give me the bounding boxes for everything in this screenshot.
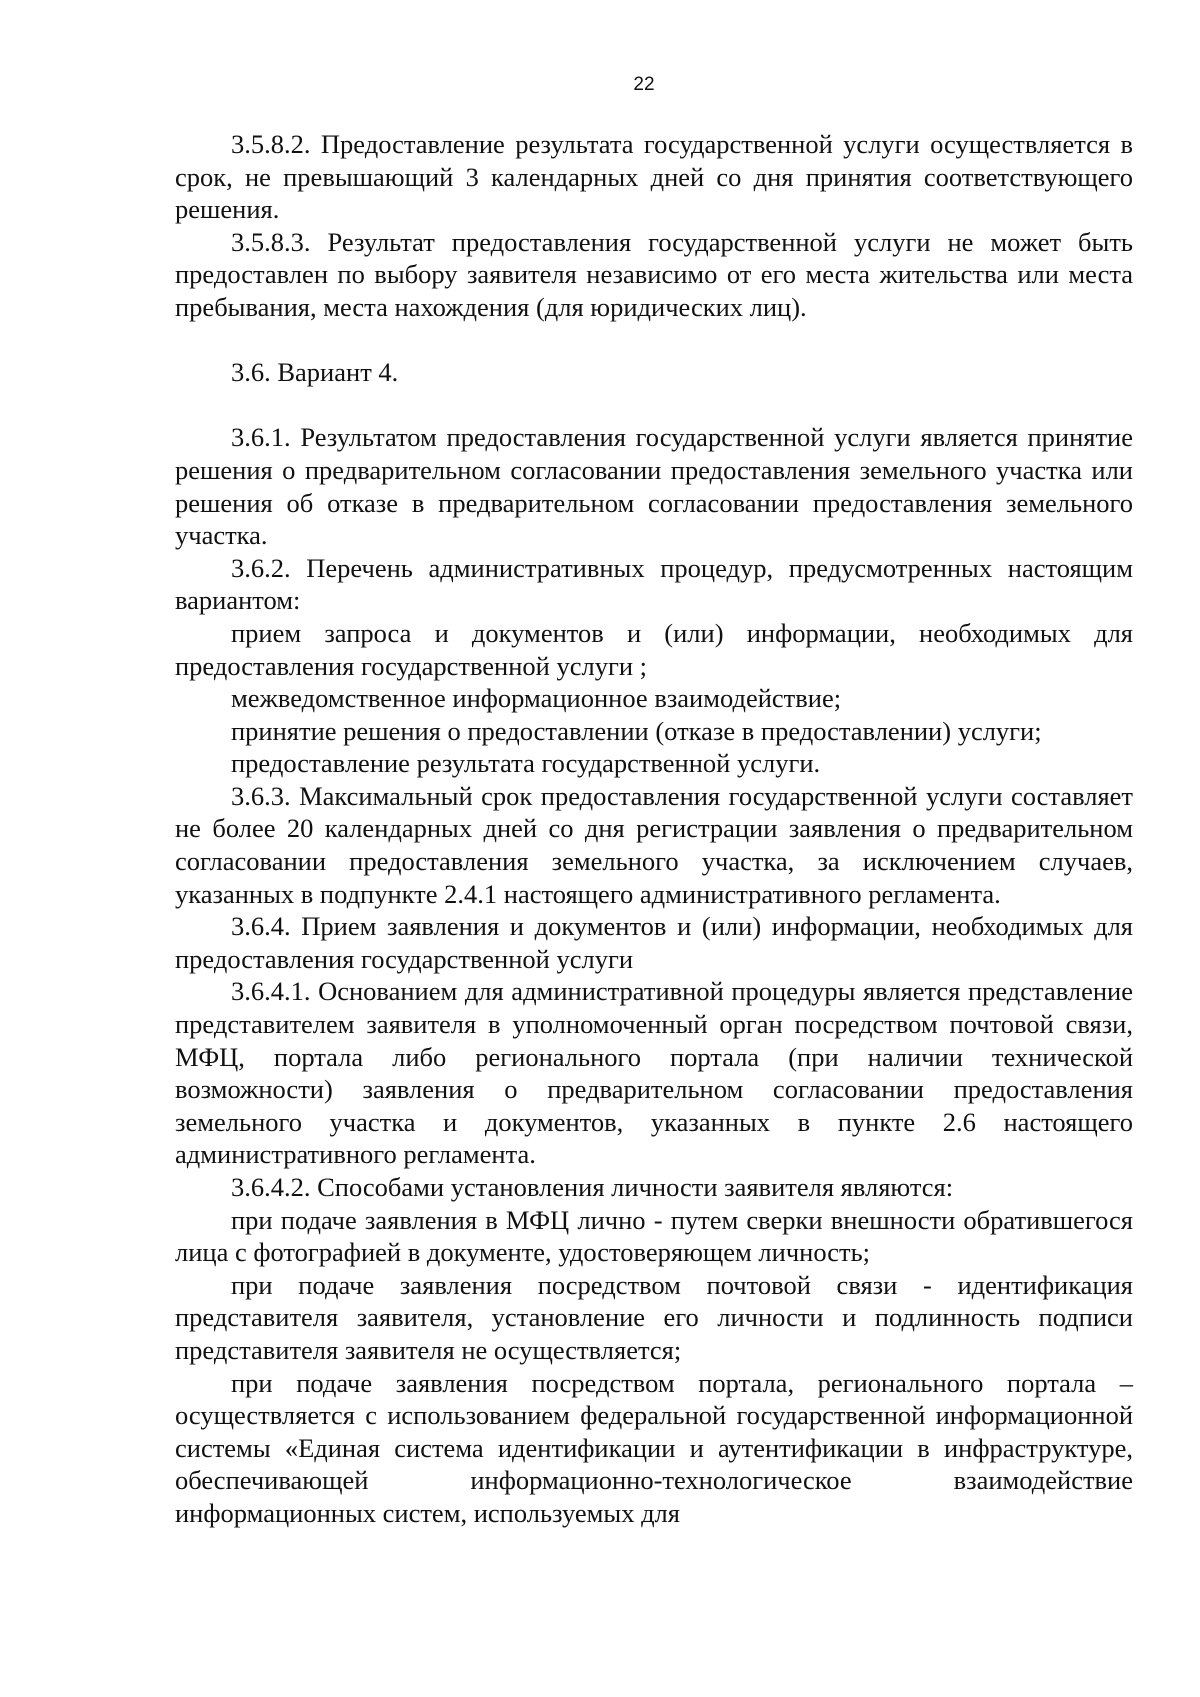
list-item-procedure-4: предоставление результата государственной услуги. (231, 748, 821, 779)
identification-method-portal: при подаче заявления посредством портала, регионального портала – осуществляется с использованием федеральной государственной информационной системы «Единая система идентификации и аутентификации в инфраструктуре, обеспечивающей информационно-технологическое взаимодействие информационных систем, используемых для (175, 1367, 1133, 1528)
paragraph-3-5-8-2: 3.5.8.2. Предоставление результата государственной услуги осуществляется в срок, не превышающий 3 календарных дней со дня принятия соответствующего решения. (175, 129, 1133, 225)
identification-method-mfc: при подаче заявления в МФЦ лично - путем сверки внешности обратившегося лица с фотографией в документе, удостоверяющем личность; (175, 1204, 1133, 1268)
page-number: 22 (633, 74, 655, 95)
paragraph-3-6-4-1: 3.6.4.1. Основанием для административной процедуры является представление представителем заявителя в уполномоченный орган посредством почтовой связи, МФЦ, портала либо регионального портала (при наличии технической возможности) заявления о предварительном согласовании предоставления земельного участка и документов, указанных в пункте 2.6 настоящего административного регламента. (175, 976, 1133, 1170)
paragraph-3-6-4-2: 3.6.4.2. Способами установления личности заявителя являются: (231, 1172, 954, 1202)
list-item-procedure-1: прием запроса и документов и (или) информации, необходимых для предоставления государственной услуги ; (175, 617, 1133, 681)
document-body (175, 128, 1133, 1530)
paragraph-3-6-1: 3.6.1. Результатом предоставления государственной услуги является принятие решения о предварительном согласовании предоставления земельного участка или решения об отказе в предварительном согласовании предоставления земельного участка. (175, 422, 1133, 551)
paragraph-3-6-3: 3.6.3. Максимальный срок предоставления государственной услуги составляет не более 20 календарных дней со дня регистрации заявления о предварительном согласовании предоставления земельного участка, за исключением случаев, указанных в подпункте 2.4.1 настоящего административного регламента. (175, 780, 1133, 909)
identification-method-post: при подаче заявления посредством почтовой связи - идентификация представителя заявителя, установление его личности и подлинность подписи представителя заявителя не осуществляется; (175, 1269, 1133, 1365)
list-item-procedure-3: принятие решения о предоставлении (отказе в предоставлении) услуги; (231, 715, 1042, 746)
paragraph-3-6-4: 3.6.4. Прием заявления и документов и (или) информации, необходимых для предоставления государственной услуги (175, 911, 1133, 974)
paragraph-3-5-8-3: 3.5.8.3. Результат предоставления государственной услуги не может быть предоставлен по выбору заявителя независимо от его места жительства или места пребывания, места нахождения (для юридических лиц). (175, 226, 1133, 322)
section-heading-variant-4: 3.6. Вариант 4. (231, 357, 399, 388)
paragraph-3-6-2: 3.6.2. Перечень административных процедур, предусмотренных настоящим вариантом: (175, 552, 1133, 616)
list-item-procedure-2: межведомственное информационное взаимодействие; (231, 683, 842, 714)
